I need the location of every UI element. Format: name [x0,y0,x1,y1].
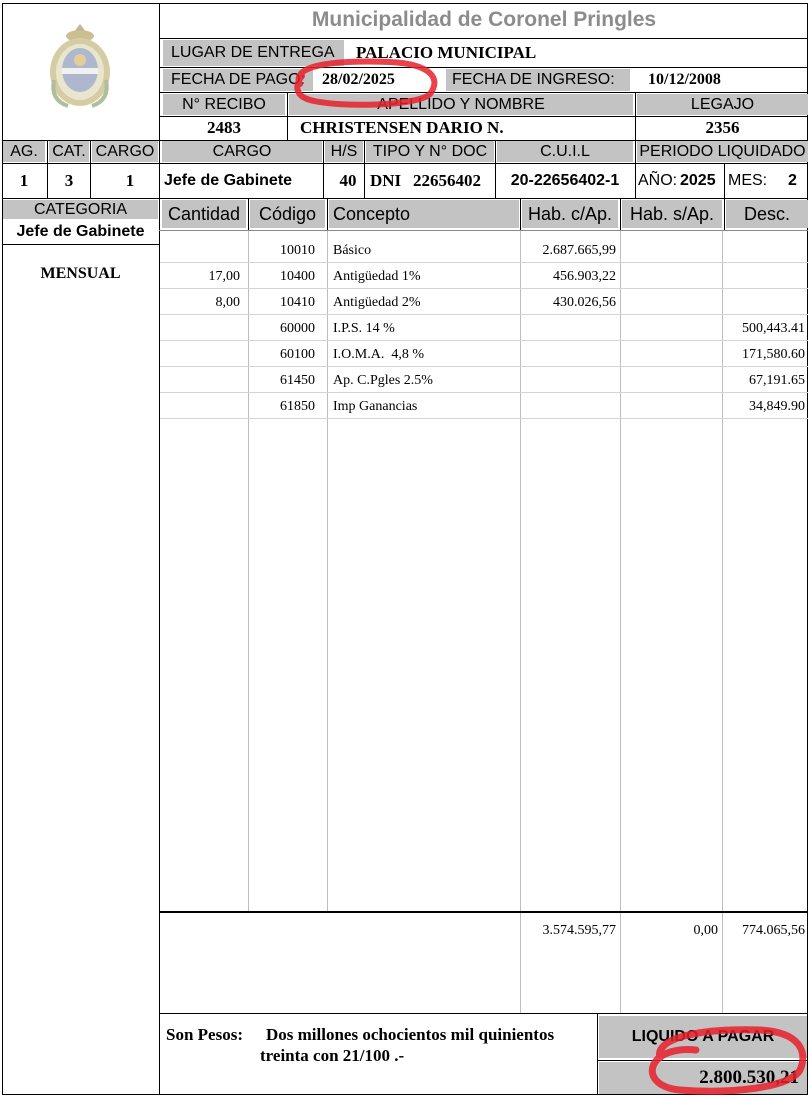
fecha-pago-value: 28/02/2025 [322,71,395,88]
cargo-value: Jefe de Gabinete [164,172,293,189]
fecha-ingreso-label: FECHA DE INGRESO: [446,69,630,91]
row-hab-cap: 456.903,22 [553,269,616,284]
total-desc: 774.065,56 [742,923,805,938]
recibo-value: 2483 [207,118,241,137]
row-codigo: 60000 [280,321,315,336]
anio-value: 2025 [680,172,716,189]
anio-label: AÑO: [638,172,678,189]
categoria-label: CATEGORIA [3,200,158,219]
cuil-value: 20-22656402-1 [510,172,620,189]
row-concepto: Antigüedad 1% [333,269,421,284]
row-codigo: 10410 [280,295,315,310]
col-header-cantidad: Cantidad [162,200,246,228]
total-hab-sap: 0,00 [693,923,718,938]
mes-value: 2 [788,172,797,189]
doc-type: DNI [370,171,402,190]
col-header-concepto: Concepto [329,200,519,228]
fecha-ingreso-value: 10/12/2008 [648,71,721,88]
hs-label: H/S [325,141,363,162]
lugar-entrega-label: LUGAR DE ENTREGA [163,40,344,66]
ag-value: 1 [19,171,29,190]
legajo-label: LEGAJO [637,94,808,115]
cargo-short-value: 1 [125,171,135,190]
row-concepto: I.O.M.A. 4,8 % [333,347,424,362]
col-header-codigo: Código [250,200,325,228]
row-concepto: Antigüedad 2% [333,295,421,310]
row-codigo: 61850 [280,399,315,414]
apellido-nombre-value: CHRISTENSEN DARIO N. [300,118,504,137]
row-desc: 67,191.65 [749,373,805,388]
municipal-seal-logo [40,20,120,112]
ag-label: AG. [3,141,45,162]
son-pesos-label: Son Pesos: [166,1025,243,1044]
row-codigo: 10010 [280,243,315,258]
doc-number: 22656402 [413,171,481,190]
son-pesos-line2: treinta con 21/100 .- [260,1046,405,1065]
row-hab-cap: 2.687.665,99 [542,243,616,258]
lugar-entrega-value: PALACIO MUNICIPAL [356,43,537,62]
cat-label: CAT. [49,141,89,162]
mes-label: MES: [728,172,768,189]
row-desc: 171,580.60 [742,347,805,362]
row-concepto: I.P.S. 14 % [333,321,395,336]
modalidad-value: MENSUAL [40,265,121,282]
row-codigo: 60100 [280,347,315,362]
fecha-pago-highlight-mark [280,54,450,114]
cargo-short-label: CARGO [92,141,158,162]
row-cantidad: 17,00 [208,269,240,284]
legajo-value: 2356 [705,118,740,137]
row-concepto: Imp Ganancias [333,399,418,414]
row-codigo: 61450 [280,373,315,388]
cargo-label: CARGO [162,141,322,162]
page-title: Municipalidad de Coronel Pringles [311,8,657,31]
son-pesos-line1: Dos millones ochocientos mil quinientos [266,1025,555,1044]
row-concepto: Básico [333,243,372,258]
col-header-desc: Desc. [726,200,808,228]
col-header-hab-sap: Hab. s/Ap. [622,200,722,228]
liquido-highlight-mark [640,1018,810,1098]
row-desc: 500,443.41 [742,321,805,336]
apellido-nombre-label: APELLIDO Y NOMBRE [289,94,633,115]
fecha-pago-label: FECHA DE PAGO: [163,69,313,91]
tipo-doc-label: TIPO Y N° DOC [366,141,494,162]
hs-value: 40 [339,171,357,190]
total-hab-cap: 3.574.595,77 [542,923,616,938]
periodo-label: PERIODO LIQUIDADO [637,141,808,162]
row-concepto: Ap. C.Pgles 2.5% [333,373,433,388]
cat-value: 3 [64,171,74,190]
col-header-hab-cap: Hab. c/Ap. [522,200,618,228]
liquido-label: LIQUIDO A PAGAR [599,1016,807,1058]
row-cantidad: 8,00 [215,295,240,310]
liquido-value: 2.800.530,21 [599,1062,807,1094]
row-desc: 34,849.90 [749,399,805,414]
row-hab-cap: 430.026,56 [553,295,616,310]
recibo-label: N° RECIBO [163,94,285,115]
row-codigo: 10400 [280,269,315,284]
categoria-value: Jefe de Gabinete [16,223,145,240]
cuil-label: C.U.I.L [497,141,633,162]
